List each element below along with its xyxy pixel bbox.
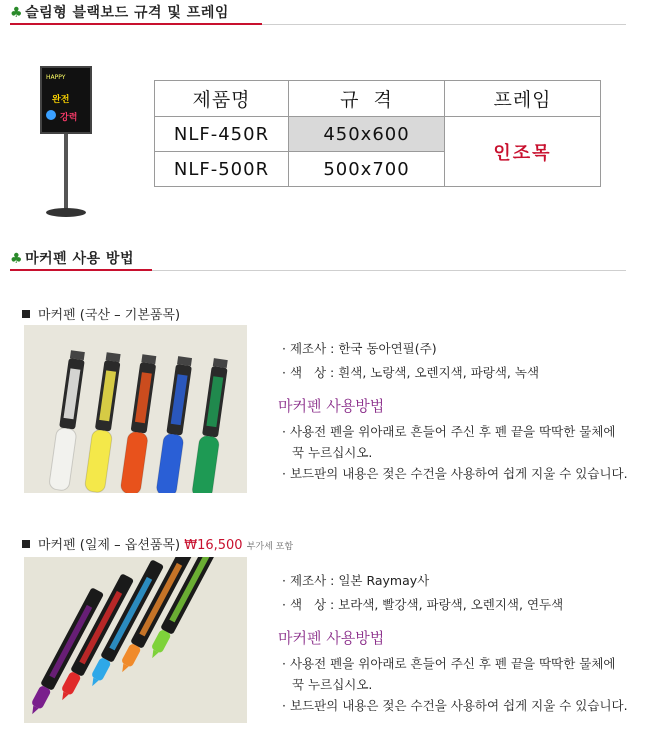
row2-size: 500x700 — [289, 152, 445, 187]
header-product: 제품명 — [155, 81, 289, 117]
bullet-square-icon — [22, 540, 30, 548]
title-underline — [10, 23, 262, 25]
title-underline — [10, 269, 152, 271]
spec-table — [154, 80, 601, 187]
section1-header — [10, 2, 229, 22]
header-frame: 프레임 — [445, 81, 601, 117]
pen — [84, 352, 123, 493]
blackboard-frame — [40, 66, 92, 134]
bullet-square-icon — [22, 310, 30, 318]
pen — [156, 356, 195, 493]
pen — [49, 350, 88, 491]
club-icon: ♣ — [10, 5, 24, 21]
row1-size: 450x600 — [289, 117, 445, 152]
board-star-icon — [46, 110, 56, 120]
marker2-vat: 부가세 포함 — [246, 542, 294, 552]
marker1-heading — [22, 304, 180, 323]
marker1-heading-text: 마커펜 (국산 – 기본품목) — [38, 308, 181, 323]
marker2-colors: · 색 상 : 보라색, 빨강색, 파랑색, 오렌지색, 연두색 — [282, 597, 564, 612]
marker2-how — [282, 653, 628, 716]
row1-name: NLF-450R — [155, 117, 289, 152]
marker2-how-title: 마커펜 사용방법 — [278, 629, 385, 647]
board-text-2: 완전 — [52, 95, 70, 105]
section2-header — [10, 248, 134, 268]
marker1-how-title: 마커펜 사용방법 — [278, 397, 385, 415]
frame-value: 인조목 — [445, 117, 601, 187]
stand-pole — [64, 134, 68, 210]
marker1-how — [282, 421, 628, 484]
marker2-price: ₩16,500 — [184, 538, 243, 553]
pen — [120, 354, 159, 493]
marker1-maker: · 제조사 : 한국 동아연필(주) — [282, 341, 437, 356]
marker2-maker: · 제조사 : 일본 Raymay사 — [282, 573, 430, 588]
marker1-info — [282, 337, 539, 385]
marker2-photo — [24, 557, 247, 723]
board-text-3: 강력 — [60, 113, 78, 123]
section2-title: 마커펜 사용 방법 — [25, 251, 134, 267]
header-size: 규 격 — [289, 81, 445, 117]
row2-name: NLF-500R — [155, 152, 289, 187]
marker1-how-2: · 보드판의 내용은 젖은 수건을 사용하여 쉽게 지울 수 있습니다. — [282, 466, 628, 481]
stand-base — [46, 208, 86, 217]
club-icon: ♣ — [10, 251, 24, 267]
board-text-1: HAPPY — [46, 74, 66, 81]
marker1-pens-illustration — [24, 325, 247, 493]
marker1-how-1b: 꾹 누르십시오. — [292, 445, 373, 460]
marker2-heading — [22, 534, 293, 553]
marker2-how-1b: 꾹 누르십시오. — [292, 677, 373, 692]
marker2-how-1a: · 사용전 펜을 위아래로 흔들어 주신 후 펜 끝을 딱딱한 물체에 — [282, 656, 616, 671]
marker1-photo — [24, 325, 247, 493]
marker2-pens-illustration — [24, 557, 247, 723]
marker1-how-1a: · 사용전 펜을 위아래로 흔들어 주신 후 펜 끝을 딱딱한 물체에 — [282, 424, 616, 439]
marker2-how-2: · 보드판의 내용은 젖은 수건을 사용하여 쉽게 지울 수 있습니다. — [282, 698, 628, 713]
section1-title: 슬림형 블랙보드 규격 및 프레임 — [25, 5, 229, 21]
marker2-info — [282, 569, 563, 617]
marker2-heading-text: 마커펜 (일제 – 옵션품목) — [38, 538, 181, 553]
blackboard-stand-image — [36, 66, 96, 220]
pen — [191, 358, 230, 493]
marker1-colors: · 색 상 : 흰색, 노랑색, 오렌지색, 파랑색, 녹색 — [282, 365, 540, 380]
